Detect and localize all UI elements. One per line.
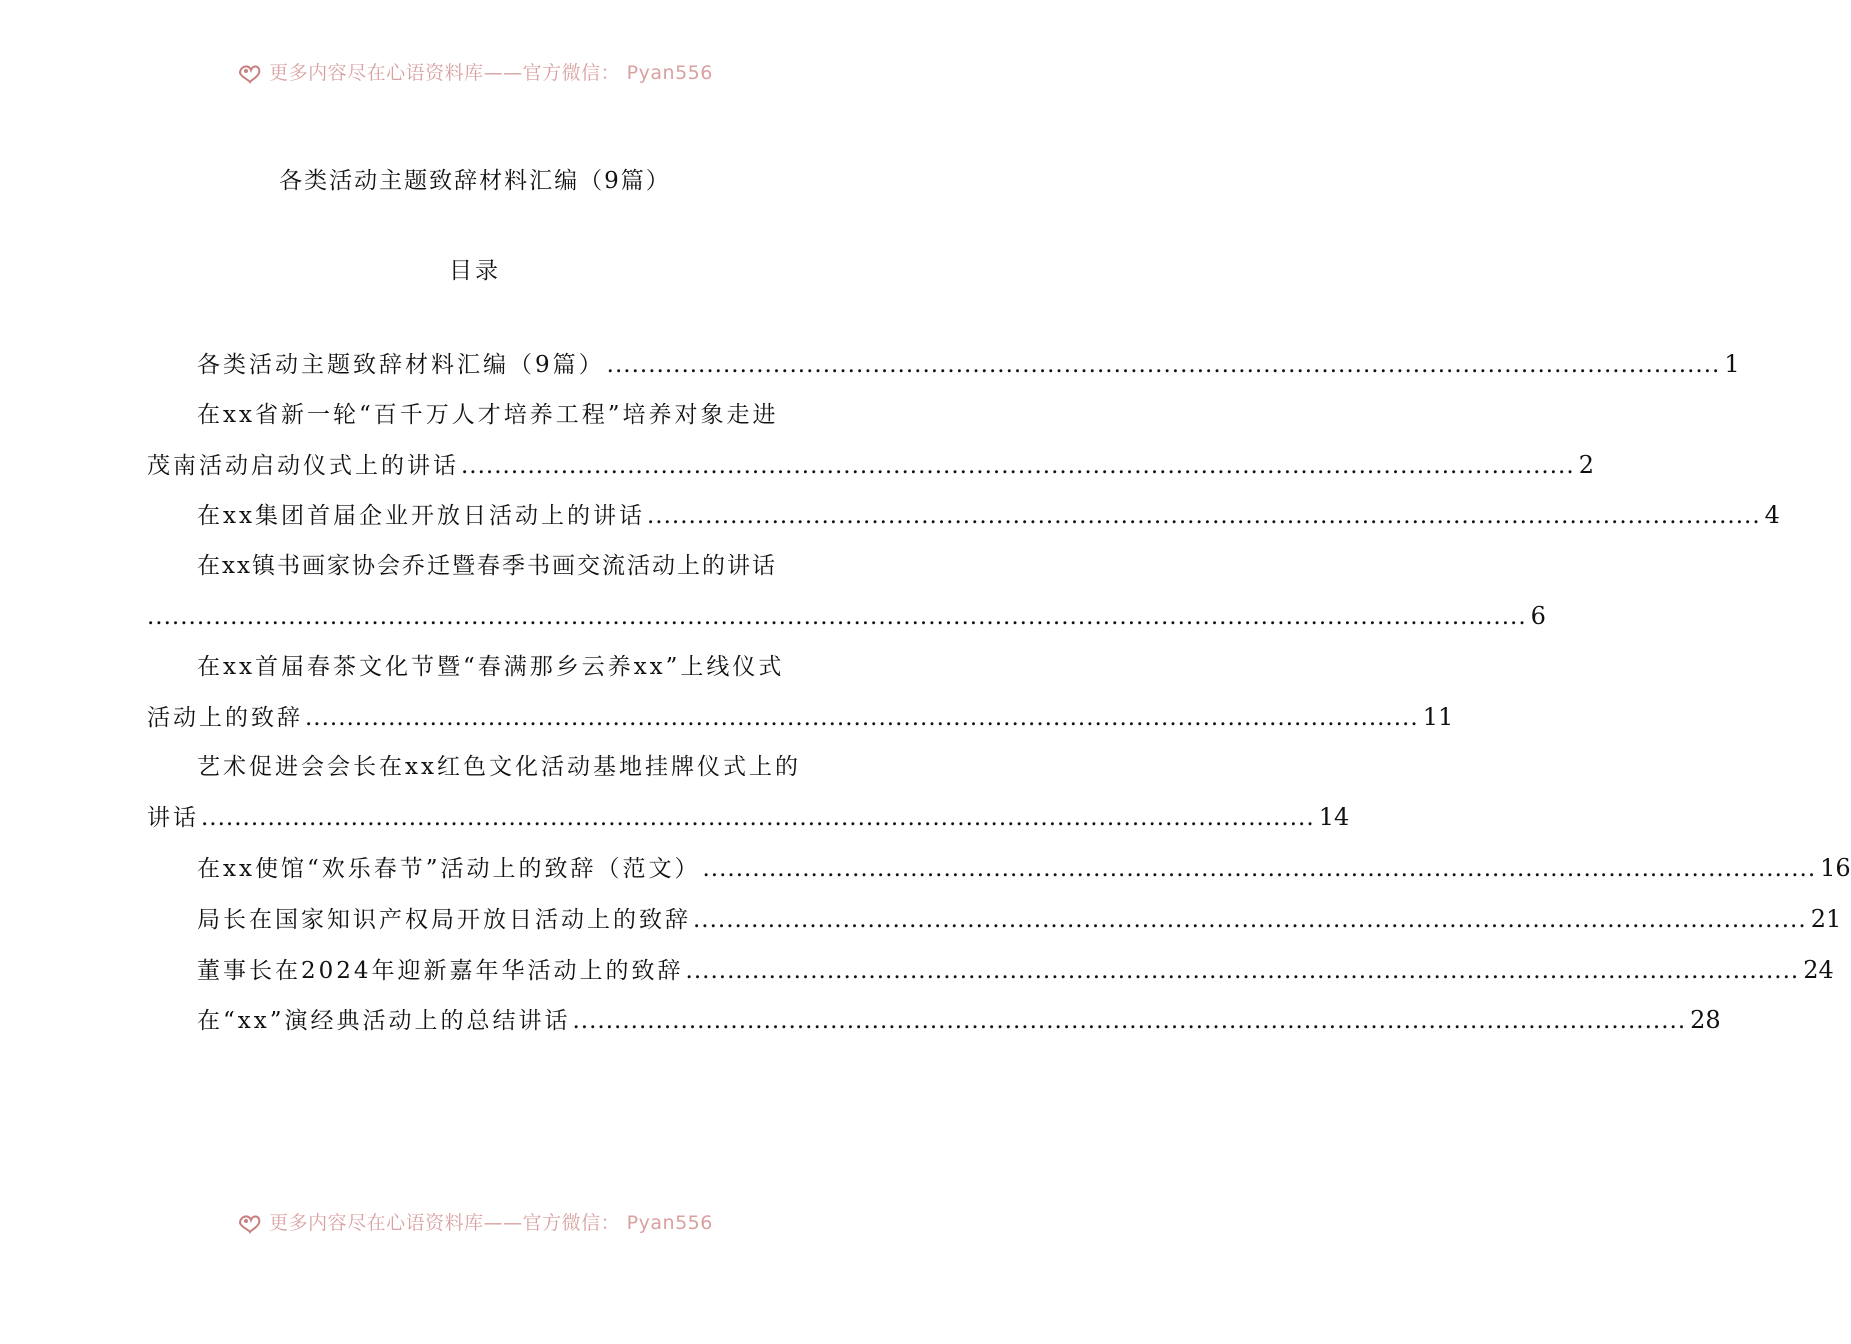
toc-entry[interactable] bbox=[147, 340, 1740, 391]
logo-icon bbox=[237, 1211, 263, 1233]
toc-page-number: 16 bbox=[1820, 853, 1851, 882]
toc-entry-text: 茂南活动启动仪式上的讲话 bbox=[147, 452, 459, 479]
toc-leader-dots: ...................................................................................................................................... bbox=[201, 805, 1315, 832]
toc-heading: 目录 bbox=[449, 258, 501, 284]
toc-entry-text: 在“xx”演经典活动上的总结讲话 bbox=[197, 1008, 571, 1035]
toc-entry[interactable] bbox=[147, 946, 1834, 997]
toc-leader-dots: ...................................................................................................................................... bbox=[606, 352, 1721, 378]
toc-entry-text: 董事长在2024年迎新嘉年华活动上的致辞 bbox=[197, 957, 684, 984]
toc-entry[interactable] bbox=[147, 844, 1851, 895]
toc-entry[interactable] bbox=[147, 542, 1546, 643]
toc-page-number: 21 bbox=[1810, 904, 1842, 933]
toc-entry-text: 局长在国家知识产权局开放日活动上的致辞 bbox=[197, 906, 691, 933]
toc-entry-text: 活动上的致辞 bbox=[147, 704, 303, 731]
toc-page-number: 4 bbox=[1764, 501, 1780, 530]
toc-leader-dots: ...................................................................................................................................... bbox=[702, 855, 1817, 882]
header-watermark bbox=[0, 58, 950, 85]
toc-page-number: 2 bbox=[1578, 450, 1594, 479]
toc-leader-dots: ...................................................................................................................................... bbox=[685, 957, 1800, 984]
toc-entry[interactable] bbox=[147, 391, 1594, 492]
toc-page-number: 14 bbox=[1318, 803, 1350, 832]
toc-leader-dots: ...................................................................................................................................... bbox=[693, 906, 1807, 933]
toc-page-number: 24 bbox=[1803, 955, 1834, 984]
logo-icon bbox=[237, 61, 263, 83]
toc-entry[interactable] bbox=[147, 996, 1721, 1047]
toc-page-number: 1 bbox=[1724, 350, 1740, 378]
toc-leader-dots: ...................................................................................................................................... bbox=[305, 704, 1419, 731]
toc-page-number: 11 bbox=[1422, 702, 1454, 731]
toc-entry-text: 在xx使馆“欢乐春节”活动上的致辞（范文） bbox=[197, 855, 701, 882]
document-title: 各类活动主题致辞材料汇编（9篇） bbox=[279, 168, 671, 194]
toc-entry-text: 在xx镇书画家协会乔迁暨春季书画交流活动上的讲话 bbox=[197, 553, 777, 580]
toc-leader-dots: ...................................................................................................................................................................... bbox=[147, 603, 1527, 630]
toc-entry[interactable] bbox=[147, 895, 1842, 946]
footer-watermark bbox=[0, 1208, 950, 1235]
toc-entry-text: 讲话 bbox=[147, 805, 199, 832]
toc-leader-dots: ...................................................................................................................................... bbox=[461, 452, 1575, 479]
toc-page-number: 6 bbox=[1530, 601, 1546, 630]
toc-leader-dots: ...................................................................................................................................... bbox=[572, 1008, 1687, 1035]
watermark-text: 更多内容尽在心语资料库——官方微信： Pyan556 bbox=[269, 1212, 713, 1234]
toc-entry-text: 在xx省新一轮“百千万人才培养工程”培养对象走进 bbox=[197, 401, 779, 428]
watermark-text: 更多内容尽在心语资料库——官方微信： Pyan556 bbox=[269, 62, 713, 84]
toc-entry[interactable] bbox=[147, 743, 1350, 844]
table-of-contents bbox=[147, 340, 1851, 1047]
toc-leader-dots: ...................................................................................................................................... bbox=[646, 503, 1761, 530]
toc-entry[interactable] bbox=[147, 643, 1454, 744]
toc-entry[interactable] bbox=[147, 491, 1780, 542]
toc-entry-text: 在xx集团首届企业开放日活动上的讲话 bbox=[197, 503, 645, 530]
toc-page-number: 28 bbox=[1690, 1006, 1721, 1035]
toc-entry-text: 艺术促进会会长在xx红色文化活动基地挂牌仪式上的 bbox=[197, 754, 801, 781]
toc-entry-text: 各类活动主题致辞材料汇编（9篇） bbox=[197, 352, 605, 378]
toc-entry-text: 在xx首届春茶文化节暨“春满那乡云养xx”上线仪式 bbox=[197, 653, 785, 680]
